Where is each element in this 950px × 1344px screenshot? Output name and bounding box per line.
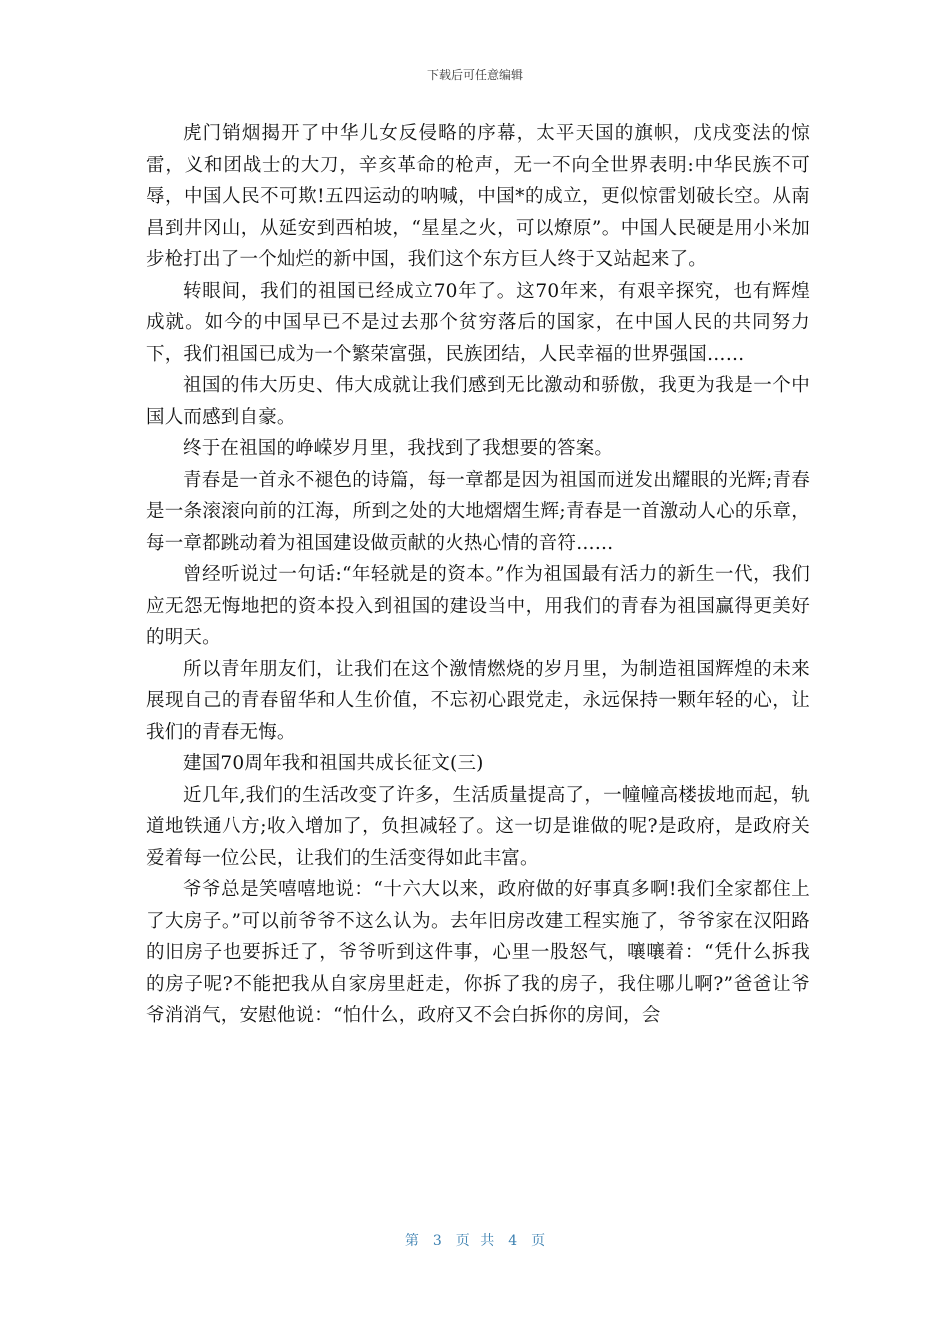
current-page-number: 3	[432, 1233, 442, 1249]
paragraph-5: 青春是一首永不褪色的诗篇，每一章都是因为祖国而迸发出耀眼的光辉;青春是一条滚滚向前的江海，所到之处的大地熠熠生辉;青春是一首激动人心的乐章，每一章都跳动着为祖国建设做贡献的火热心情的音符……	[146, 469, 810, 554]
page-header: 下载后可任意编辑	[426, 68, 523, 82]
section-title: 建国70周年我和祖国共成长征文(三)	[183, 753, 484, 774]
paragraph-8: 近几年,我们的生活改变了许多，生活质量提高了，一幢幢高楼拔地而起，轨道地铁通八方;收入增加了，负担减轻了。这一切是谁做的呢?是政府，是政府关爱着每一位公民，让我们的生活变得如此丰富。	[146, 784, 810, 869]
paragraph-3: 祖国的伟大历史、伟大成就让我们感到无比激动和骄傲，我更为我是一个中国人而感到自豪。	[146, 375, 810, 428]
page-footer	[0, 1230, 950, 1250]
footer-suffix: 页	[531, 1233, 546, 1249]
document-body	[146, 118, 810, 1032]
footer-prefix: 第	[404, 1233, 419, 1249]
paragraph-7: 所以青年朋友们，让我们在这个激情燃烧的岁月里，为制造祖国辉煌的未来展现自己的青春留华和人生价值，不忘初心跟党走，永远保持一颗年轻的心，让我们的青春无悔。	[146, 658, 810, 743]
footer-middle: 页 共	[455, 1233, 495, 1249]
paragraph-2: 转眼间，我们的祖国已经成立70年了。这70年来，有艰辛探究，也有辉煌成就。如今的中国早已不是过去那个贫穷落后的国家，在中国人民的共同努力下，我们祖国已成为一个繁荣富强，民族团结，人民幸福的世界强国……	[146, 280, 810, 365]
total-page-count: 4	[508, 1233, 518, 1249]
paragraph-9: 爷爷总是笑嘻嘻地说：“十六大以来，政府做的好事真多啊!我们全家都住上了大房子。”可以前爷爷不这么认为。去年旧房改建工程实施了，爷爷家在汉阳路的旧房子也要拆迁了，爷爷听到这件事，心里一股怒气，嚷嚷着：“凭什么拆我的房子呢?不能把我从自家房里赶走，你拆了我的房子，我住哪儿啊?”爸爸让爷爷消消气，安慰他说：“怕什么，政府又不会白拆你的房间，会	[146, 879, 810, 1026]
paragraph-1: 虎门销烟揭开了中华儿女反侵略的序幕，太平天国的旗帜，戊戌变法的惊雷，义和团战士的大刀，辛亥革命的枪声，无一不向全世界表明:中华民族不可辱，中国人民不可欺!五四运动的呐喊，中国*的成立，更似惊雷划破长空。从南昌到井冈山，从延安到西柏坡，“星星之火，可以燎原”。中国人民硬是用小米加步枪打出了一个灿烂的新中国，我们这个东方巨人终于又站起来了。	[146, 123, 810, 270]
paragraph-6: 曾经听说过一句话:“年轻就是的资本。”作为祖国最有活力的新生一代，我们应无怨无悔地把的资本投入到祖国的建设当中，用我们的青春为祖国赢得更美好的明天。	[146, 564, 810, 648]
paragraph-4: 终于在祖国的峥嵘岁月里，我找到了我想要的答案。	[183, 438, 614, 459]
